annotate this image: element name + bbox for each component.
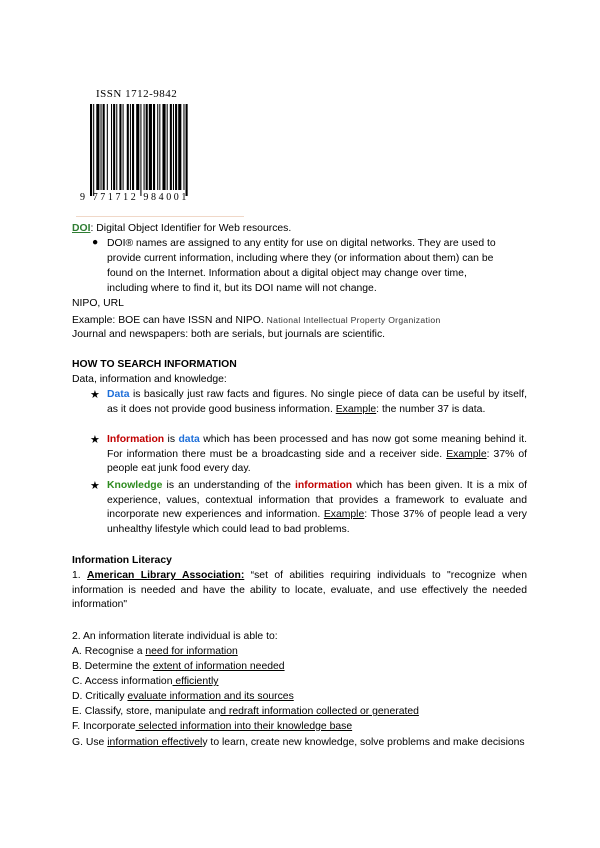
ala-quote: “set of abilities requiring individuals to "recognize when information is needed and have the ability to locate, evaluate, and use effectively the needed information" — [72, 570, 527, 611]
barcode-bar — [159, 104, 160, 190]
item-underlined: need for information — [145, 646, 238, 657]
item-text: F. Incorporate — [72, 721, 136, 732]
doi-bullet-line-4: including where to find it, but its DOI name will not change. — [107, 283, 377, 294]
point-number: 1. — [72, 570, 88, 581]
item-underlined: d redraft information collected or generated — [220, 706, 419, 717]
star-icon: ★ — [90, 434, 100, 446]
item-text: B. Determine the — [72, 661, 153, 672]
barcode-bar — [140, 104, 141, 196]
doi-term: DOI — [72, 223, 91, 234]
barcode-bar — [153, 104, 155, 190]
knowledge-example-text: : Those 37% of people lead a very unhealthy lifestyle which could lead to bad problems. — [107, 509, 527, 535]
knowledge-term: Knowledge — [107, 480, 163, 491]
literacy-point-2: 2. An information literate individual is able to: — [72, 631, 278, 642]
information-example-label: Example — [446, 448, 487, 460]
issn-barcode — [80, 88, 222, 210]
barcode-bar — [101, 104, 102, 190]
barcode-bar — [103, 104, 105, 190]
knowledge-text-1: is an understanding of the — [162, 480, 295, 491]
literacy-heading: Information Literacy — [72, 555, 172, 566]
item-underlined: efficiently — [172, 676, 219, 687]
doi-bullet-line-2: provide current information, including where they (or information about them) can be — [107, 253, 494, 264]
item-text: A. Recognise a — [72, 646, 146, 657]
knowledge-text-2: which has been given. It is a mix of experience, values, contextual information that provides a framework to evaluate and incorporate new experiences and information. — [107, 480, 527, 521]
item-text: y to learn, create new knowledge, solve problems and make decisions — [202, 737, 525, 748]
item-text: C. Access information — [72, 676, 173, 687]
star-icon: ★ — [90, 389, 100, 401]
information-data-term: data — [178, 434, 200, 445]
item-text: D. Critically — [72, 691, 128, 702]
knowledge-information-term: information — [295, 480, 353, 491]
barcode-bar — [116, 104, 117, 190]
barcode-bar — [144, 104, 145, 190]
doi-definition-text: : Digital Object Identifier for Web resources. — [90, 223, 292, 234]
barcode-bar — [178, 104, 181, 190]
knowledge-example-label: Example — [323, 509, 365, 521]
journal-line: Journal and newspapers: both are serials, but journals are scientific. — [72, 329, 386, 340]
information-is: is — [164, 434, 179, 445]
barcode-bar — [130, 104, 131, 190]
item-underlined: information effectivel — [107, 737, 203, 748]
doi-definition — [72, 222, 291, 236]
barcode-bar — [173, 104, 174, 190]
literacy-point-1 — [72, 569, 527, 613]
issn-label: ISSN 1712-9842 — [96, 88, 178, 100]
list-item — [72, 660, 285, 674]
item-underlined: evaluate information and its sources — [127, 691, 294, 702]
barcode-bar — [149, 104, 152, 190]
nipo-line: NIPO, URL — [72, 298, 124, 309]
barcode-bar — [123, 104, 124, 190]
bullet-dot: ● — [92, 237, 99, 248]
doi-bullet-line-3: found on the Internet. Information about a digital object may change over time, — [107, 268, 467, 279]
example-line — [72, 313, 441, 328]
barcode-bar — [113, 104, 115, 190]
barcode-bar — [111, 104, 112, 190]
barcode-bar — [167, 104, 168, 190]
barcode-bar — [175, 104, 177, 190]
barcode-bar — [119, 104, 121, 190]
doi-bullet-line-1: DOI® names are assigned to any entity for use on digital networks. They are used to — [107, 238, 496, 249]
data-example-label: Example — [335, 403, 377, 415]
barcode-bars — [90, 104, 216, 196]
barcode-bar — [127, 104, 129, 190]
example-text: Example: BOE can have ISSN and NIPO. — [72, 315, 264, 326]
item-text: G. Use — [72, 737, 108, 748]
barcode-bar — [93, 104, 94, 196]
data-term: Data — [107, 389, 130, 400]
item-underlined: selected information into their knowledge base — [135, 721, 353, 732]
data-example-text: : the number 37 is data. — [376, 403, 486, 415]
item-underlined: extent of information needed — [152, 661, 285, 672]
barcode-bar — [90, 104, 92, 196]
barcode-bar — [107, 104, 108, 190]
barcode-digits: 9 771712 984001 — [80, 192, 189, 203]
data-text: is basically just raw facts and figures. No single piece of data can be useful by itself, as it does not provide good business information. — [107, 389, 527, 415]
barcode-bar — [186, 104, 188, 196]
list-item — [72, 705, 419, 719]
search-subheading: Data, information and knowledge: — [72, 374, 227, 385]
ala-name: American Library Association: — [87, 570, 245, 581]
information-definition — [107, 433, 527, 477]
barcode-bar — [146, 104, 148, 190]
star-icon: ★ — [90, 480, 100, 492]
information-text: which has been processed and has now got some meaning behind it. For information there must be a broadcasting side and a receiver side. — [107, 434, 527, 460]
list-item — [72, 675, 219, 689]
list-item — [72, 690, 294, 704]
barcode-bar — [157, 104, 158, 190]
barcode-bar — [136, 104, 139, 190]
data-definition — [107, 388, 527, 417]
information-example-text: : 37% of people eat junk food every day. — [107, 448, 528, 475]
barcode-bar — [96, 104, 99, 190]
list-item — [72, 645, 238, 659]
information-term: Information — [107, 434, 165, 445]
list-item-g — [72, 736, 527, 751]
barcode-bar — [132, 104, 134, 190]
knowledge-definition — [107, 479, 527, 537]
barcode-bar — [170, 104, 172, 190]
divider — [76, 216, 244, 217]
barcode-bar — [162, 104, 165, 190]
search-heading: HOW TO SEARCH INFORMATION — [72, 359, 237, 370]
list-item — [72, 720, 352, 734]
nipo-expansion: National Intellectual Property Organization — [266, 315, 441, 325]
barcode-bar — [183, 104, 184, 190]
item-text: E. Classify, store, manipulate an — [72, 706, 221, 717]
